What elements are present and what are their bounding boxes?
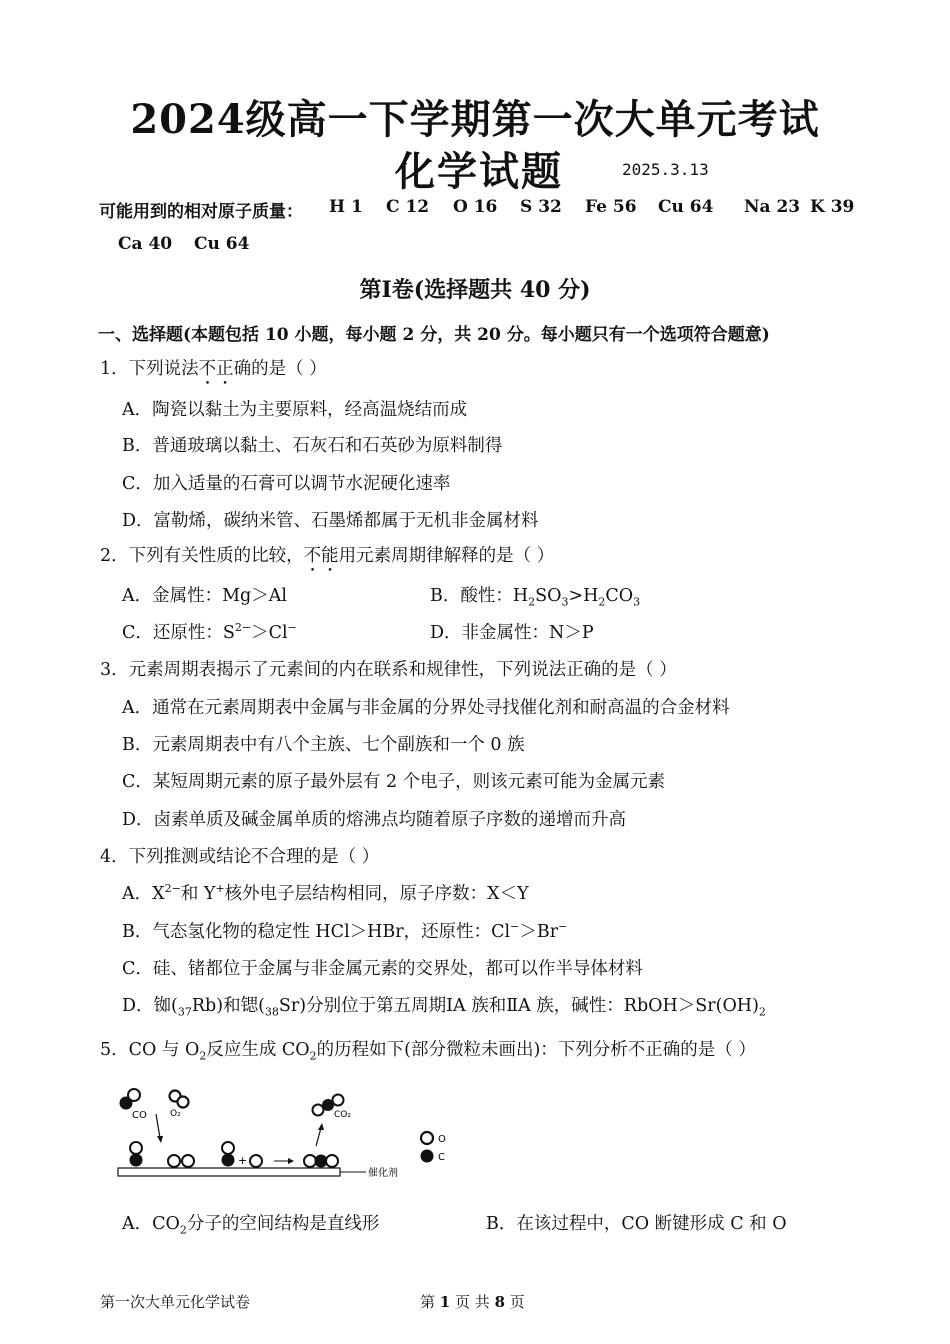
intermediate-o-1 [304, 1155, 316, 1167]
question-4-option-d: D．铷$(_{37}Rb)$和锶$(_{38}Sr)$分别位于第五周期ⅠA 族和ⅡA 族，碱性：$RbOH>Sr(OH)_2$ [122, 996, 766, 1019]
question-1-option-d: D．富勒烯，碳纳米管、石墨烯都属于无机非金属材料 [122, 511, 539, 531]
desorb-arrowhead [318, 1123, 324, 1130]
question-2-option-a: A．金属性：Mg＞Al [122, 586, 287, 606]
exam-title: 2024级高一下学期第一次大单元考试 [130, 96, 820, 143]
step-o-atom [250, 1155, 262, 1167]
question-1-option-c: C．加入适量的石膏可以调节水泥硬化速率 [122, 474, 451, 494]
question-3-option-d: D．卤素单质及碱金属单质的熔沸点均随着原子序数的递增而升高 [122, 810, 627, 830]
question-3-option-b: B．元素周期表中有八个主族、七个副族和一个 0 族 [122, 735, 525, 755]
co2-oxygen-1 [313, 1105, 324, 1116]
atomic-mass-label: 可能用到的相对原子质量： [99, 202, 303, 222]
co2-label: CO₂ [334, 1110, 351, 1120]
co-label: CO [132, 1110, 147, 1121]
exam-date: 2025.3.13 [622, 160, 709, 179]
footer-page-number: 第 1 页 共 8 页 [420, 1293, 525, 1311]
footer-exam-name: 第一次大单元化学试卷 [100, 1293, 251, 1311]
question-5-option-b: B．在该过程中，CO 断键形成 C 和 O [486, 1214, 787, 1234]
co2-oxygen-2 [333, 1095, 344, 1106]
reaction-arrowhead [288, 1158, 294, 1164]
adsorbed-co-carbon [130, 1154, 143, 1167]
adsorbed-o-atom-1 [168, 1155, 180, 1167]
adsorb-arrow [156, 1114, 160, 1138]
atomic-mass-o: O 16 [453, 197, 498, 217]
question-4-option-a: A．$X^{2-}$和 Y+核外电子层结构相同，原子序数：X＜Y [122, 882, 529, 904]
atomic-mass-cu: Cu 64 [658, 197, 714, 217]
atomic-mass-line-2 [118, 234, 318, 256]
legend-oxygen-swatch [421, 1132, 433, 1144]
legend-oxygen-label: O [438, 1134, 446, 1145]
catalyst-label: 催化剂 [368, 1168, 398, 1179]
part-heading: 一、选择题(本题包括 10 小题，每小题 2 分，共 20 分。每小题只有一个选项符合题意) [98, 325, 770, 345]
question-1-option-a: A．陶瓷以黏土为主要原料，经高温烧结而成 [122, 400, 468, 420]
atomic-mass-fe: Fe 56 [585, 197, 637, 217]
atomic-mass-cu-2: Cu 64 [194, 234, 250, 254]
atomic-mass-s: S 32 [520, 197, 562, 217]
step-co-carbon [222, 1154, 235, 1167]
question-3-option-c: C．某短周期元素的原子最外层有 2 个电子，则该元素可能为金属元素 [122, 772, 666, 792]
plus-sign: + [238, 1154, 248, 1167]
question-3-option-a: A．通常在元素周期表中金属与非金属的分界处寻找催化剂和耐高温的合金材料 [122, 698, 730, 718]
legend-carbon-swatch [421, 1150, 434, 1163]
adsorbed-co-oxygen [130, 1142, 142, 1154]
atomic-mass-h: H 1 [329, 197, 363, 217]
o2-atom-2 [178, 1097, 189, 1108]
adsorbed-o-atom-2 [182, 1155, 194, 1167]
question-4-option-c: C．硅、锗都位于金属与非金属元素的交界处，都可以作半导体材料 [122, 959, 643, 979]
question-2-stem: 2．下列有关性质的比较，不能用元素周期律解释的是（ ） [100, 546, 555, 566]
question-2-option-b: B．酸性：$H_2SO_3>H_2CO_3$ [430, 586, 641, 609]
legend-carbon-label: C [438, 1152, 445, 1163]
step-co-oxygen [222, 1142, 234, 1154]
exam-subject-title: 化学试题 [395, 148, 563, 195]
adsorb-arrowhead [157, 1136, 163, 1143]
catalyst-surface [118, 1168, 340, 1176]
atomic-mass-ca: Ca 40 [118, 234, 173, 254]
co-oxygen-atom [128, 1089, 140, 1101]
question-2-option-c: C．还原性：$S^{2-}>Cl^-$ [122, 621, 297, 643]
reaction-diagram [110, 1080, 470, 1190]
question-5-stem: 5．CO 与 $O_2$反应生成 $CO_2$的历程如下(部分微粒未画出)：下列分析不正确的是（ ） [100, 1040, 756, 1063]
question-4-stem: 4．下列推测或结论不合理的是（ ） [100, 847, 380, 867]
question-1-stem: 1．下列说法不正确的是（ ） [100, 359, 327, 379]
atomic-mass-c: C 12 [386, 197, 430, 217]
o2-label: O₂ [170, 1109, 181, 1119]
desorb-arrow [316, 1128, 321, 1146]
question-5-option-a: A．$CO_2$分子的空间结构是直线形 [122, 1214, 380, 1237]
section-title: 第Ⅰ卷(选择题共 40 分) [359, 277, 591, 303]
question-3-stem: 3．元素周期表揭示了元素间的内在联系和规律性，下列说法正确的是（ ） [100, 660, 677, 680]
atomic-mass-line-1 [99, 197, 899, 222]
question-1-option-b: B．普通玻璃以黏土、石灰石和石英砂为原料制得 [122, 436, 503, 456]
question-2-option-d: D．非金属性：N＞P [430, 623, 594, 643]
question-4-option-b: B．气态氢化物的稳定性 HCl＞HBr，还原性：Cl−＞Br− [122, 920, 568, 942]
intermediate-o-2 [326, 1155, 338, 1167]
atomic-mass-k: K 39 [810, 197, 855, 217]
atomic-mass-na: Na 23 [744, 197, 801, 217]
